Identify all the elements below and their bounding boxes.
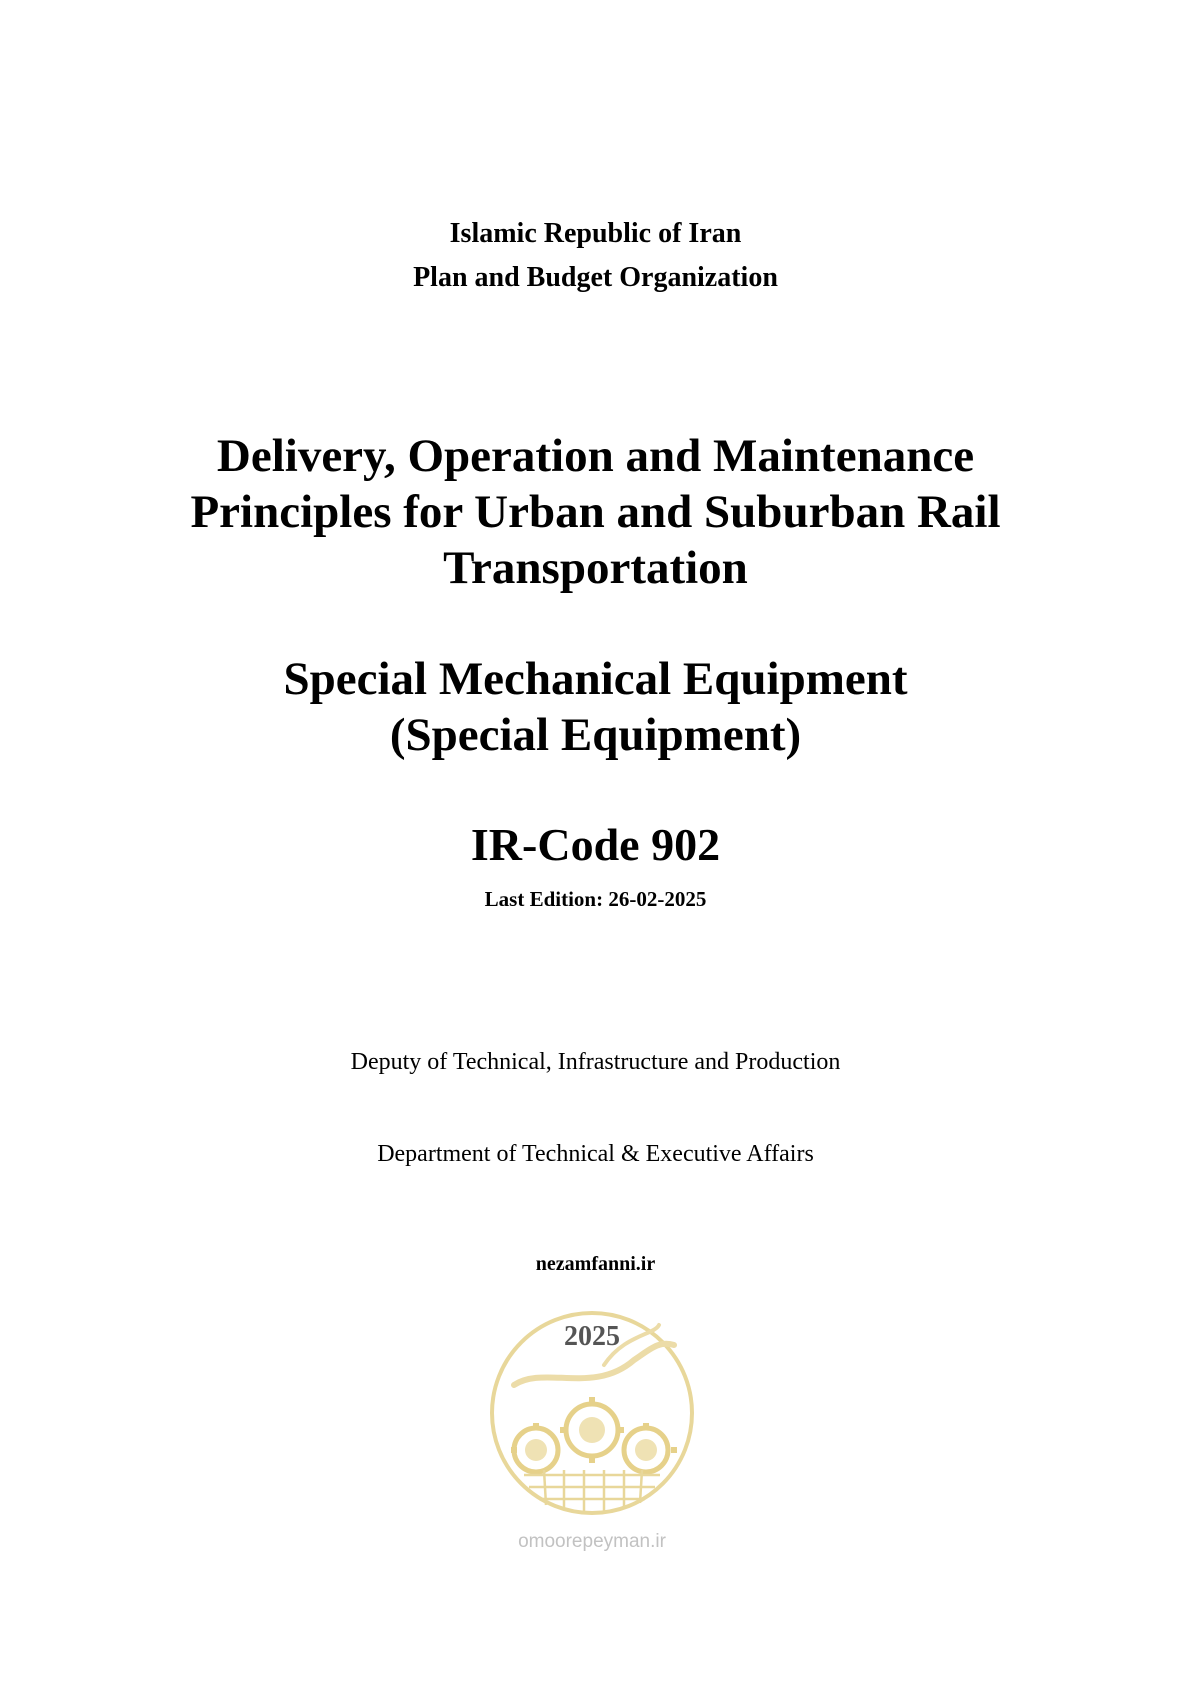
subtitle-line-2: (Special Equipment) (389, 709, 802, 761)
watermark-seal (484, 1305, 700, 1555)
department-name: Department of Technical & Executive Affairs (377, 1141, 814, 1167)
organization-name: Plan and Budget Organization (413, 262, 778, 293)
document-subtitle (0, 651, 1191, 763)
document-title (0, 428, 1191, 596)
subtitle-line-1: Special Mechanical Equipment (283, 653, 908, 705)
edition-date: Last Edition: 26-02-2025 (484, 887, 707, 911)
document-code: IR-Code 902 (470, 819, 721, 870)
watermark-text: omoorepeyman.ir (518, 1531, 666, 1552)
website-text: nezamfanni.ir (535, 1253, 656, 1275)
title-line-1: Delivery, Operation and Maintenance (216, 430, 975, 482)
organization-header (0, 212, 1191, 300)
deputy-name: Deputy of Technical, Infrastructure and Production (350, 1049, 841, 1075)
country-name: Islamic Republic of Iran (449, 218, 742, 249)
title-line-3: Transportation (443, 542, 748, 594)
title-line-2: Principles for Urban and Suburban Rail (190, 486, 1001, 538)
publication-year: 2025 (564, 1321, 620, 1352)
